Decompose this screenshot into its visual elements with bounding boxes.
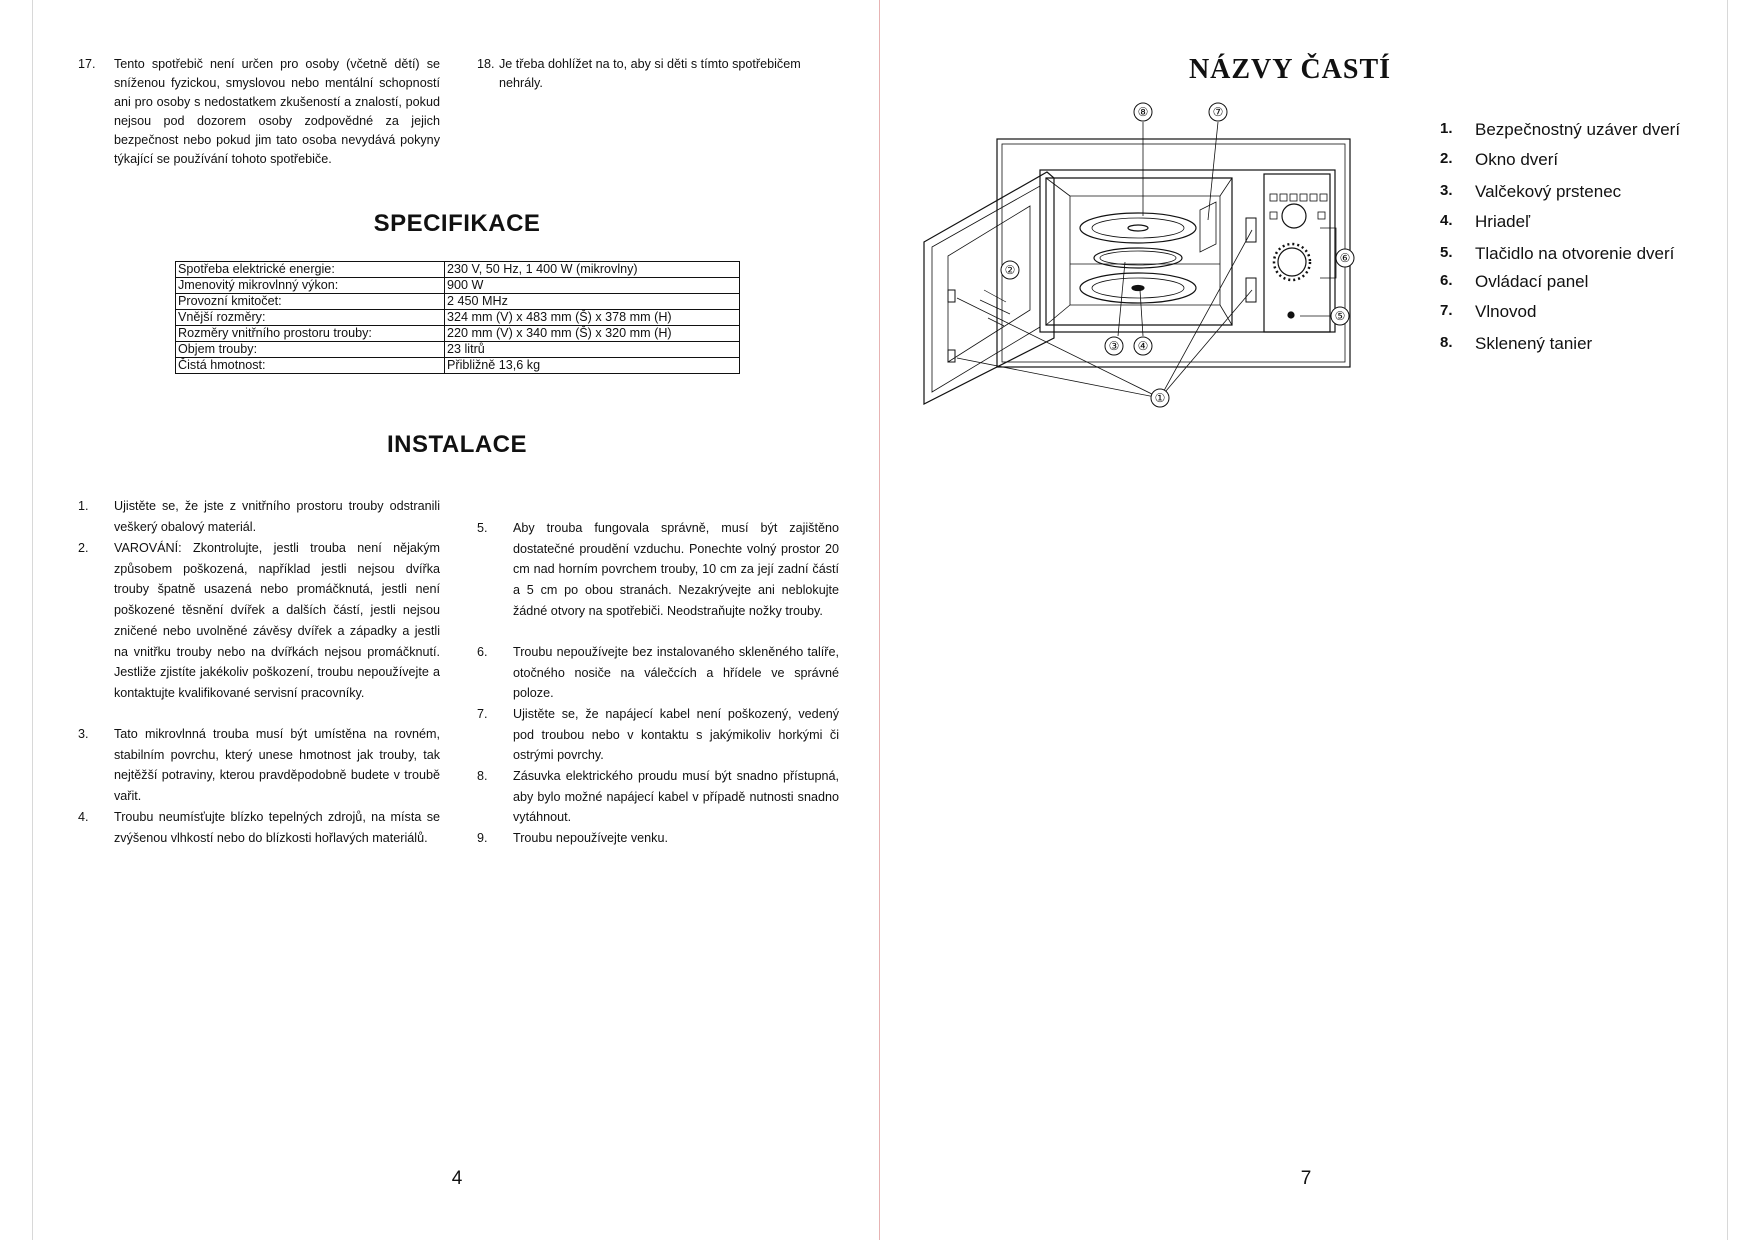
waveguide	[1200, 202, 1216, 252]
installation-item-number: 8.	[477, 769, 488, 783]
part-number: 5.	[1440, 244, 1453, 261]
part-label: Ovládací panel	[1475, 272, 1589, 291]
microwave-diagram	[918, 100, 1358, 415]
spec-label: Čistá hmotnost:	[176, 358, 445, 374]
note-18-number: 18.	[477, 57, 495, 71]
spec-row	[176, 294, 740, 310]
callout-5: ⑤	[1334, 309, 1346, 323]
page-number-right: 7	[1300, 1168, 1312, 1189]
part-label: Okno dverí	[1475, 150, 1559, 169]
part-label: Hriadeľ	[1475, 212, 1531, 231]
spec-value: 900 W	[445, 278, 740, 294]
part-number: 7.	[1440, 302, 1453, 319]
callout-1: ①	[1154, 391, 1166, 405]
note-18	[477, 55, 837, 93]
installation-item-text: VAROVÁNÍ: Zkontrolujte, jestli trouba není nějakým způsobem poškozená, například jestli nejsou dvířka trouby špatně usazená nebo promáčknutá, jestli není poškozené těsnění dvířek a dalších částí, jestli nejsou zničené nebo uvolněné závěsy dvířek a západky a jestli na vnitřku trouby nebo na dvířkách nejsou promáčknutí. Jestliže zjistíte jakékoliv poškození, troubu nepoužívejte a kontaktujte kvalifikované servisní pracovníky.	[114, 541, 440, 700]
installation-item-number: 7.	[477, 707, 488, 721]
installation-title: INSTALACE	[386, 431, 528, 458]
callout-8: ⑧	[1137, 105, 1149, 119]
installation-item	[477, 766, 839, 828]
installation-item-text: Ujistěte se, že napájecí kabel není poškozený, vedený pod troubou nebo v kontaktu s jakýmikoliv horkými či ostrými povrchy.	[513, 707, 839, 763]
installation-item-number: 1.	[78, 499, 89, 513]
spec-value: 324 mm (V) x 483 mm (Š) x 378 mm (H)	[445, 310, 740, 326]
spec-value: Přibližně 13,6 kg	[445, 358, 740, 374]
parts-title: NÁZVY ČASTÍ	[1188, 54, 1392, 85]
installation-item	[78, 807, 440, 848]
callout-3: ③	[1108, 339, 1120, 353]
part-number: 1.	[1440, 120, 1453, 137]
spec-row	[176, 358, 740, 374]
part-number: 3.	[1440, 182, 1453, 199]
timer-knob	[1278, 248, 1306, 276]
spec-value: 220 mm (V) x 340 mm (Š) x 320 mm (H)	[445, 326, 740, 342]
callout-7: ⑦	[1212, 105, 1224, 119]
installation-item	[477, 828, 839, 849]
spec-label: Rozměry vnitřního prostoru trouby:	[176, 326, 445, 342]
installation-item-number: 9.	[477, 831, 488, 845]
spec-value: 23 litrů	[445, 342, 740, 358]
callout-2: ②	[1004, 263, 1016, 277]
spec-label: Provozní kmitočet:	[176, 294, 445, 310]
part-number: 4.	[1440, 212, 1453, 229]
part-label: Tlačidlo na otvorenie dverí	[1475, 244, 1675, 263]
callout-4: ④	[1137, 339, 1149, 353]
spec-label: Spotřeba elektrické energie:	[176, 262, 445, 278]
installation-item	[78, 724, 440, 807]
spec-value: 2 450 MHz	[445, 294, 740, 310]
note-17-text: Tento spotřebič není určen pro osoby (včetně dětí) se sníženou fyzickou, smyslovou nebo mentální schopností ani pro osoby s nedostatkem zkušeností a znalostí, pokud nejsou pod dozorem osoby zodpovědné za jejich bezpečnost nebo pokud jim tato osoba nevydává pokyny týkající se používání tohoto spotřebiče.	[114, 57, 440, 166]
installation-item-text: Troubu neumísťujte blízko tepelných zdrojů, na místa se zvýšenou vlhkostí nebo do blízkosti hořlavých materiálů.	[114, 810, 440, 845]
spec-row	[176, 310, 740, 326]
installation-item	[477, 704, 839, 766]
shaft	[1132, 286, 1144, 291]
spec-label: Jmenovitý mikrovlnný výkon:	[176, 278, 445, 294]
spec-row	[176, 342, 740, 358]
spec-value: 230 V, 50 Hz, 1 400 W (mikrovlny)	[445, 262, 740, 278]
installation-item-text: Troubu nepoužívejte bez instalovaného skleněného talíře, otočného nosiče na válečcích a hřídele ve správné poloze.	[513, 645, 839, 701]
note-18-text: Je třeba dohlížet na to, aby si děti s tímto spotřebičem nehrály.	[499, 57, 801, 90]
part-label: Vlnovod	[1475, 302, 1537, 321]
installation-item	[78, 496, 440, 537]
part-number: 8.	[1440, 334, 1453, 351]
part-label: Bezpečnostný uzáver dverí	[1475, 120, 1681, 139]
page-number-left: 4	[451, 1168, 463, 1189]
part-number: 2.	[1440, 150, 1453, 167]
installation-item-text: Aby trouba fungovala správně, musí být zajištěno dostatečné proudění vzduchu. Ponechte volný prostor 20 cm nad horním povrchem trouby, 10 cm za její zadní částí a 5 cm po obou stranách. Nezakrývejte ani neblokujte žádné otvory na spotřebiči. Neodstraňujte nožky trouby.	[513, 521, 839, 618]
part-number: 6.	[1440, 272, 1453, 289]
installation-item-number: 2.	[78, 541, 89, 555]
installation-item-number: 5.	[477, 521, 488, 535]
open-door	[924, 172, 1054, 404]
spec-label: Objem trouby:	[176, 342, 445, 358]
installation-item-text: Tato mikrovlnná trouba musí být umístěna na rovném, stabilním povrchu, který unese hmotnost jak trouby, tak nejtěžší potraviny, kterou pravděpodobně budete v troubě vařit.	[114, 727, 440, 804]
specifications-title: SPECIFIKACE	[373, 210, 541, 237]
spec-label: Vnější rozměry:	[176, 310, 445, 326]
installation-item	[78, 538, 440, 704]
callout-6: ⑥	[1339, 251, 1351, 265]
installation-item-text: Troubu nepoužívejte venku.	[513, 831, 668, 845]
part-label: Valčekový prstenec	[1475, 182, 1622, 201]
installation-item	[477, 642, 839, 704]
power-knob	[1282, 204, 1306, 228]
spec-row	[176, 278, 740, 294]
door-open-button	[1288, 312, 1294, 318]
glass-tray	[1080, 213, 1196, 243]
installation-item-number: 6.	[477, 645, 488, 659]
installation-item-number: 3.	[78, 727, 89, 741]
specifications-table	[175, 261, 740, 374]
installation-item	[477, 518, 839, 622]
cabinet-outer-frame	[997, 139, 1350, 367]
note-17-number: 17.	[78, 57, 96, 71]
installation-item-number: 4.	[78, 810, 89, 824]
part-label: Sklenený tanier	[1475, 334, 1593, 353]
installation-item-text: Zásuvka elektrického proudu musí být snadno přístupná, aby bylo možné napájecí kabel v případě nutnosti snadno vytáhnout.	[513, 769, 839, 825]
spec-row	[176, 262, 740, 278]
installation-item-text: Ujistěte se, že jste z vnitřního prostoru trouby odstranili veškerý obalový materiál.	[114, 499, 440, 534]
spec-row	[176, 326, 740, 342]
note-17	[78, 55, 440, 169]
